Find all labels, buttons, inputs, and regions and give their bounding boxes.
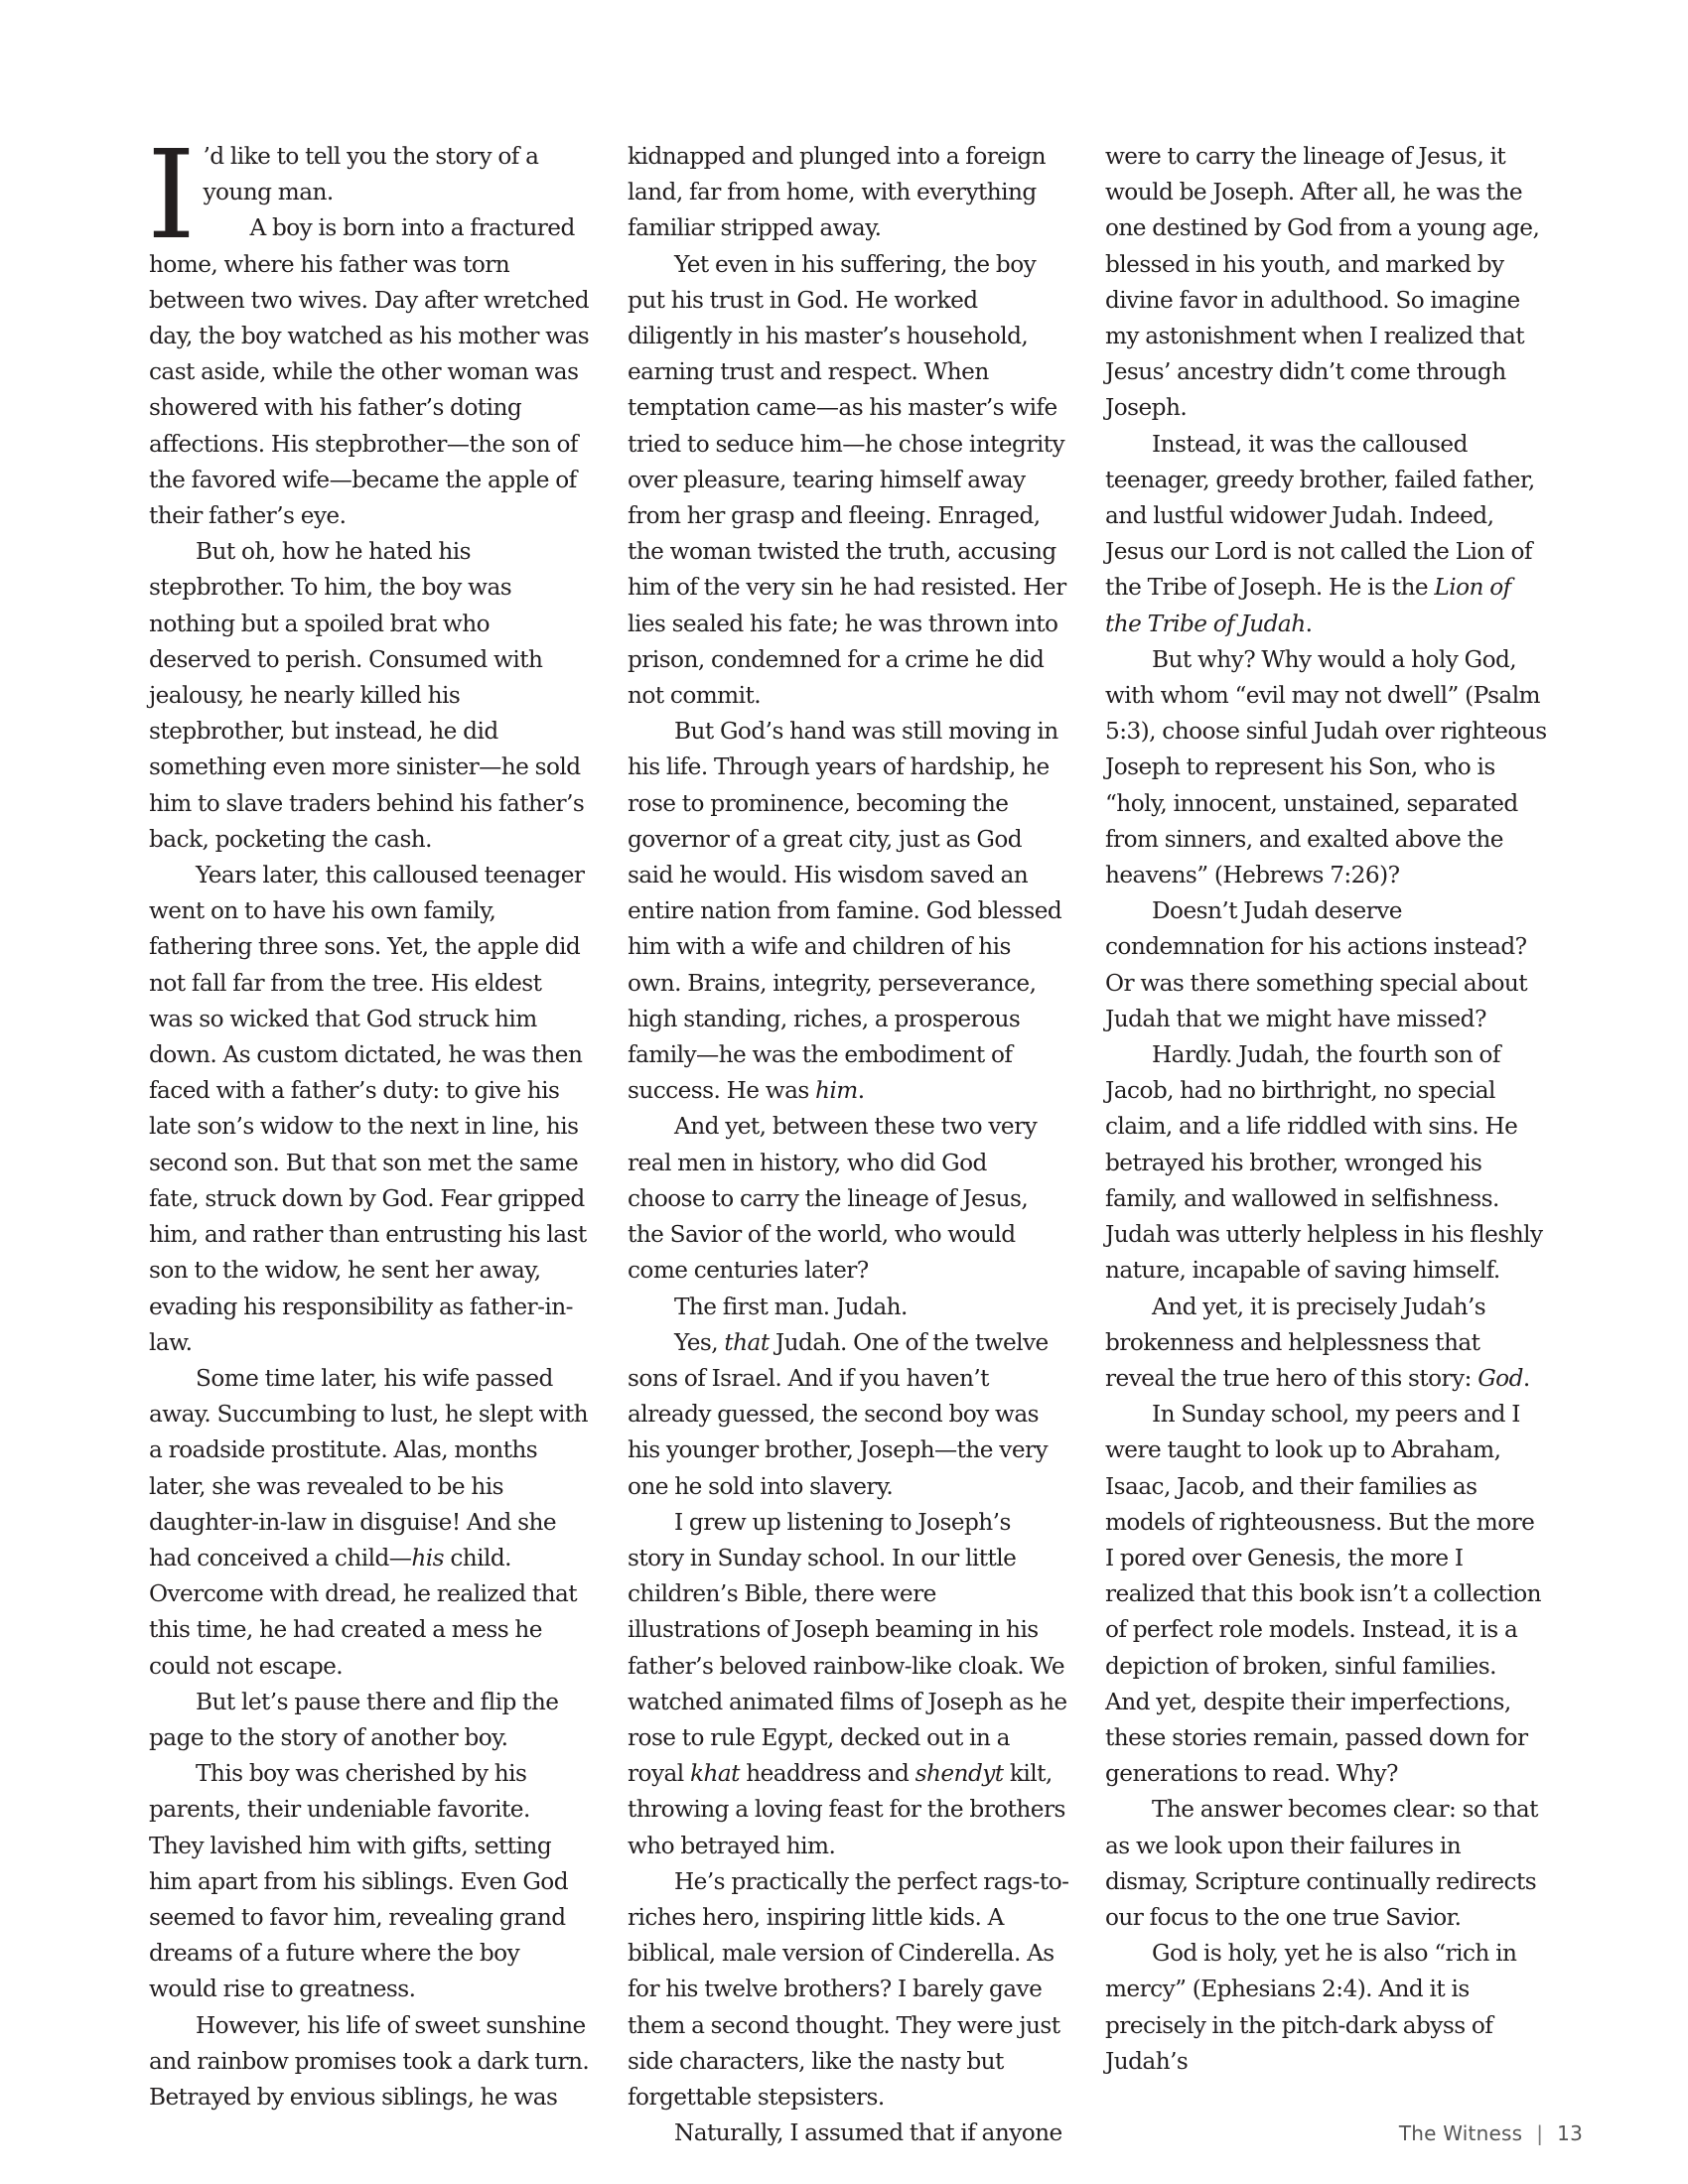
paragraph-20: Hardly. Judah, the fourth son of Jacob, had no birthright, no special claim, and a life riddled with sins. He betrayed his brother, wronged his family, and wallowed in selfishness. Judah was utterly helpless in his fleshly nature, incapable of saving himself. <box>1105 1041 1543 1285</box>
publication-name: The Witness <box>1398 2121 1523 2145</box>
paragraph-19: Doesn’t Judah deserve condemnation for his actions instead? Or was there something special about Judah that we might have missed? <box>1105 897 1527 1032</box>
paragraph-21: And yet, it is precisely Judah’s brokenness and helplessness that reveal the true hero of this story: God. <box>1105 1293 1530 1392</box>
paragraph-6: But let’s pause there and flip the page to the story of another boy. <box>149 1688 559 1751</box>
paragraph-5: Some time later, his wife passed away. Succumbing to lust, he slept with a roadside prostitute. Alas, months later, she was revealed to be his daughter-in-law in disguise! And she had conceived a child—his child. Overcome with dread, he realized that this time, he had created a mess he could not escape. <box>149 1364 588 1680</box>
paragraph-10: But God’s hand was still moving in his life. Through years of hardship, he rose to prominence, becoming the governor of a great city, just as God said he would. His wisdom saved an entire nation from famine. God blessed him with a wife and children of his own. Brains, integrity, perseverance, high standing, riches, a prosperous family—he was the embodiment of success. He was him. <box>628 718 1062 1105</box>
paragraph-4: Years later, this calloused teenager went on to have his own family, fathering three sons. Yet, the apple did not fall far from the tree. His eldest was so wicked that God struck him down. As custom dictated, he was then faced with a father’s duty: to give his late son’s widow to the next in line, his second son. But that son met the same fate, struck down by God. Fear gripped him, and rather than entrusting his last son to the widow, he sent her away, evading his responsibility as father-in-law. <box>149 862 587 1356</box>
text-column-2 <box>628 139 1069 2151</box>
paragraph-1 <box>147 124 591 267</box>
paragraph-16a: Naturally, I assumed that if anyone <box>674 2119 1062 2147</box>
paragraph-16b: were to carry the lineage of Jesus, it would be Joseph. After all, he was the one destined by God from a young age, blessed in his youth, and marked by divine favor in adulthood. So imagine my astonishment when I realized that Jesus’ ancestry didn’t come through Joseph. <box>1105 143 1540 422</box>
paragraph-13: Yes, that Judah. One of the twelve sons of Israel. And if you haven’t already guessed, the second boy was his younger brother, Joseph—the very one he sold into slavery. <box>628 1328 1049 1500</box>
paragraph-14: I grew up listening to Joseph’s story in Sunday school. In our little children’s Bible, there were illustrations of Joseph beaming in his father’s beloved rainbow-like cloak. We watched animated films of Joseph as he rose to rule Egypt, decked out in a royal khat headdress and shendyt kilt, throwing a loving feast for the brothers who betrayed him. <box>628 1508 1067 1859</box>
paragraph-9: Yet even in his suffering, the boy put his trust in God. He worked diligently in his master’s household, earning trust and respect. When temptation came—as his master’s wife tried to seduce him—he chose integrity over pleasure, tearing himself away from her grasp and fleeing. Enraged, the woman twisted the truth, accusing him of the very sin he had resisted. Her lies sealed his fate; he was thrown into prison, condemned for a crime he did not commit. <box>628 250 1066 710</box>
paragraph-11: And yet, between these two very real men in history, who did God choose to carry the lineage of Jesus, the Savior of the world, who would come centuries later? <box>628 1113 1038 1285</box>
paragraph-8b: kidnapped and plunged into a foreign land, far from home, with everything familiar stripped away. <box>628 143 1047 242</box>
text-column-3 <box>1105 139 1547 2080</box>
paragraph-18: But why? Why would a holy God, with whom “evil may not dwell” (Psalm 5:3), choose sinful Judah over righteous Joseph to represent his Son, who is “holy, innocent, unstained, separated from sinners, and exalted above the heavens” (Hebrews 7:26)? <box>1105 645 1547 889</box>
text-column-1 <box>147 124 591 2116</box>
paragraph-8a: However, his life of sweet sunshine and rainbow promises took a dark turn. Betrayed by envious siblings, he was <box>149 2011 590 2111</box>
paragraph-23: The answer becomes clear: so that as we look upon their failures in dismay, Scripture continually redirects our focus to the one true Savior. <box>1105 1796 1538 1931</box>
footer-separator: | <box>1536 2121 1544 2145</box>
paragraph-2: A boy is born into a fractured home, where his father was torn between two wives. Day after wretched day, the boy watched as his mother was cast aside, while the other woman was showered with his father’s doting affections. His stepbrother—the son of the favored wife—became the apple of their father’s eye. <box>149 214 590 530</box>
paragraph-17: Instead, it was the calloused teenager, greedy brother, failed father, and lustful widower Judah. Indeed, Jesus our Lord is not called the Lion of the Tribe of Joseph. He is the Lion of the Tribe of Judah. <box>1105 430 1535 637</box>
drop-cap: I <box>147 124 196 267</box>
page-number: 13 <box>1557 2121 1583 2145</box>
paragraph-7: This boy was cherished by his parents, their undeniable favorite. They lavished him with gifts, setting him apart from his siblings. Even God seemed to favor him, revealing grand dreams of a future where the boy would rise to greatness. <box>149 1760 569 2003</box>
paragraph-24: God is holy, yet he is also “rich in mercy” (Ephesians 2:4). And it is precisely in the pitch-dark abyss of Judah’s <box>1105 1940 1517 2075</box>
paragraph-22: In Sunday school, my peers and I were taught to look up to Abraham, Isaac, Jacob, and their families as models of righteousness. But the more I pored over Genesis, the more I realized that this book isn’t a collection of perfect role models. Instead, it is a depiction of broken, sinful families. And yet, despite their imperfections, these stories remain, passed down for generations to read. Why? <box>1105 1401 1542 1788</box>
paragraph-15: He’s practically the perfect rags-to-riches hero, inspiring little kids. A biblical, male version of Cinderella. As for his twelve brothers? I barely gave them a second thought. They were just side characters, like the nasty but forgettable stepsisters. <box>628 1867 1069 2111</box>
page-footer <box>1399 2121 1583 2145</box>
paragraph-text: ’d like to tell you the story of a young man. <box>203 143 539 206</box>
paragraph-12: The first man. Judah. <box>674 1293 908 1320</box>
paragraph-3: But oh, how he hated his stepbrother. To him, the boy was nothing but a spoiled brat who deserved to perish. Consumed with jealousy, he nearly killed his stepbrother, but instead, he did something even more sinister—he sold him to slave traders behind his father’s back, pocketing the cash. <box>149 538 585 853</box>
